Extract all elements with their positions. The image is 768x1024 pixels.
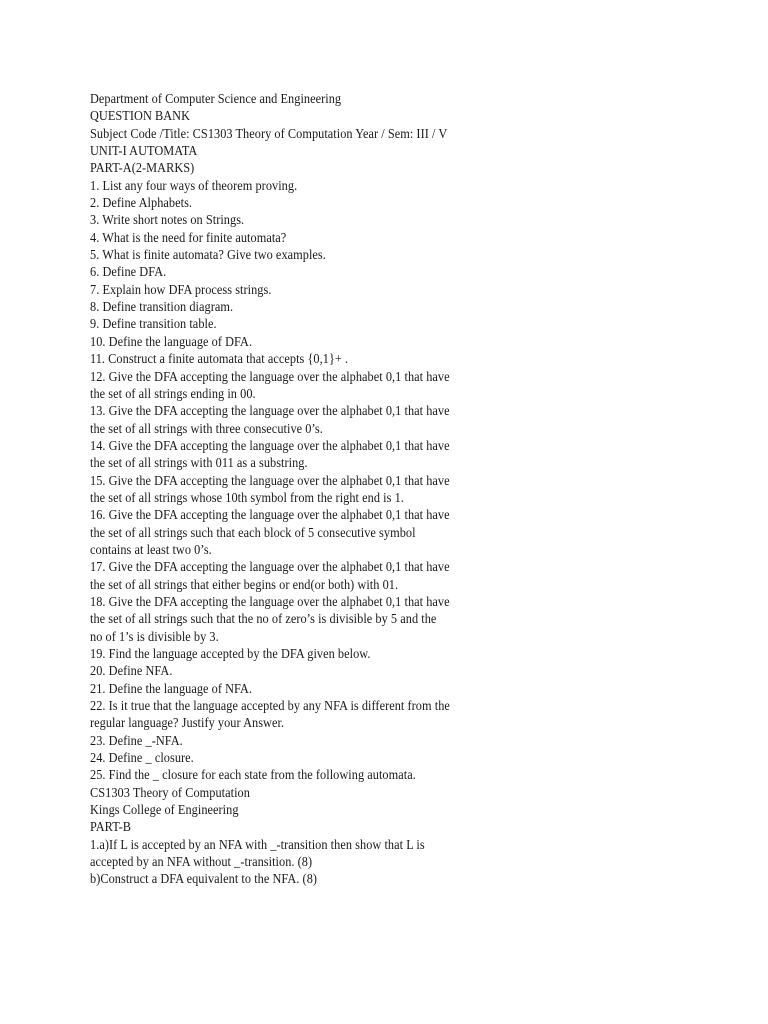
question-line: 8. Define transition diagram. bbox=[90, 299, 234, 315]
question-bank-heading: QUESTION BANK bbox=[90, 108, 191, 124]
question-line: 14. Give the DFA accepting the language over the alphabet 0,1 that have bbox=[90, 437, 450, 453]
question-line: 21. Define the language of NFA. bbox=[90, 680, 253, 696]
question-line: the set of all strings that either begins or end(or both) with 01. bbox=[90, 576, 399, 592]
question-line: the set of all strings ending in 00. bbox=[90, 385, 256, 401]
question-line: regular language? Justify your Answer. bbox=[90, 715, 285, 731]
question-line: contains at least two 0’s. bbox=[90, 541, 212, 557]
question-line: 19. Find the language accepted by the DFA given below. bbox=[90, 646, 371, 661]
department-heading: Department of Computer Science and Engineering bbox=[90, 91, 342, 106]
question-line: 4. What is the need for finite automata? bbox=[90, 229, 287, 245]
question-line: the set of all strings whose 10th symbol from the right end is 1. bbox=[90, 489, 404, 505]
question-line: 5. What is finite automata? Give two examples. bbox=[90, 247, 326, 263]
question-line: the set of all strings such that the no of zero’s is divisible by 5 and the bbox=[90, 611, 437, 627]
question-line: 20. Define NFA. bbox=[90, 663, 173, 679]
question-line: 25. Find the _ closure for each state from the following automata. bbox=[90, 767, 416, 783]
unit-heading: UNIT-I AUTOMATA bbox=[90, 143, 198, 159]
question-line: 11. Construct a finite automata that accepts {0,1}+ . bbox=[90, 351, 349, 367]
question-line: b)Construct a DFA equivalent to the NFA. (8) bbox=[90, 871, 318, 887]
question-line: the set of all strings with three consecutive 0’s. bbox=[90, 420, 323, 436]
question-line: 15. Give the DFA accepting the language over the alphabet 0,1 that have bbox=[90, 472, 450, 488]
question-line: 23. Define _-NFA. bbox=[90, 732, 183, 748]
question-line: 6. Define DFA. bbox=[90, 264, 167, 280]
question-line: 17. Give the DFA accepting the language over the alphabet 0,1 that have bbox=[90, 559, 450, 575]
document-text bbox=[90, 90, 497, 888]
part-b-heading: PART-B bbox=[90, 819, 132, 835]
question-line: 24. Define _ closure. bbox=[90, 750, 194, 766]
college-footer: Kings College of Engineering bbox=[90, 802, 239, 818]
question-line: 2. Define Alphabets. bbox=[90, 195, 193, 211]
question-line: the set of all strings such that each block of 5 consecutive symbol bbox=[90, 524, 416, 540]
question-line: 7. Explain how DFA process strings. bbox=[90, 281, 272, 297]
question-line: 12. Give the DFA accepting the language over the alphabet 0,1 that have bbox=[90, 368, 450, 384]
question-line: 3. Write short notes on Strings. bbox=[90, 212, 245, 228]
question-line: 9. Define transition table. bbox=[90, 316, 217, 332]
question-line: 16. Give the DFA accepting the language over the alphabet 0,1 that have bbox=[90, 507, 450, 523]
question-line: 1.a)If L is accepted by an NFA with _-transition then show that L is bbox=[90, 836, 425, 852]
question-line: 22. Is it true that the language accepted by any NFA is different from the bbox=[90, 698, 450, 714]
question-line: 10. Define the language of DFA. bbox=[90, 333, 253, 349]
course-footer: CS1303 Theory of Computation bbox=[90, 784, 250, 800]
part-a-heading: PART-A(2-MARKS) bbox=[90, 160, 195, 176]
subject-line: Subject Code /Title: CS1303 Theory of Computation Year / Sem: III / V bbox=[90, 125, 448, 141]
question-line: no of 1’s is divisible by 3. bbox=[90, 628, 219, 644]
question-line: the set of all strings with 011 as a substring. bbox=[90, 455, 308, 471]
question-line: 13. Give the DFA accepting the language over the alphabet 0,1 that have bbox=[90, 403, 450, 419]
question-line: accepted by an NFA without _-transition. (8) bbox=[90, 854, 313, 870]
question-line: 1. List any four ways of theorem proving. bbox=[90, 177, 298, 193]
question-line: 18. Give the DFA accepting the language over the alphabet 0,1 that have bbox=[90, 593, 450, 609]
